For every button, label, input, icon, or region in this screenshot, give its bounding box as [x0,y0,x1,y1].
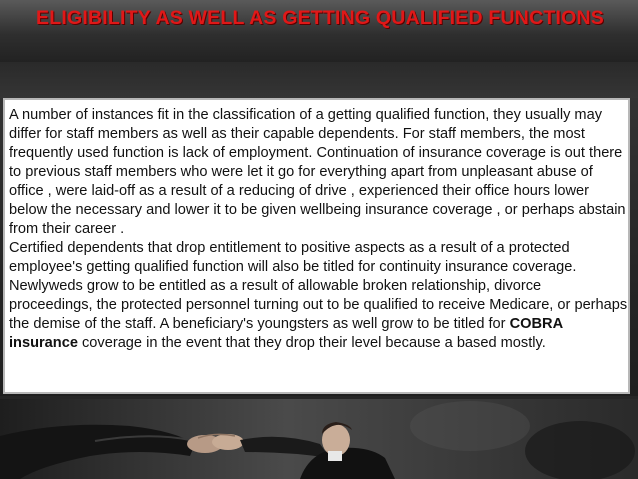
paragraph-2-end: coverage in the event that they drop their level because a based mostly. [77,335,546,351]
content-box [3,98,630,394]
divider-band [0,62,638,98]
slide-title: ELIGIBILITY AS WELL AS GETTING QUALIFIED FUNCTIONS [36,7,604,29]
paragraph-1: A number of instances fit in the classification of a getting qualified function, they usually may differ for staff members as well as their capable dependents. For staff members, the most frequently used function is lack of employment. Continuation of insurance coverage is out there to previous staff members who were let it go for everything apart from unpleasant abuse of office , were laid-off as a result of a reducing of drive , experienced their office hours lower below the necessary and lower it to be given wellbeing insurance coverage , or perhaps abstain from their career . [9,107,626,237]
cobra-insurance-emphasis: COBRA insurance [9,316,563,351]
handshake-photo-art [0,396,638,479]
paragraph-2-text: Certified dependents that drop entitlement to positive aspects as a result of a protected employee's getting qualified function will also be titled for continuity insurance coverage. Newlyweds grow to be entitled as a result of allowable broken relationship, divorce proceedings, the protected personnel turning out to be qualified to receive Medicare, or perhaps the demise of the staff. A beneficiary's youngsters as well grow to be titled for [9,240,628,332]
title-band [0,0,638,62]
handshake-photo [0,396,638,479]
body-text [9,106,628,353]
paragraph-2 [9,239,628,353]
